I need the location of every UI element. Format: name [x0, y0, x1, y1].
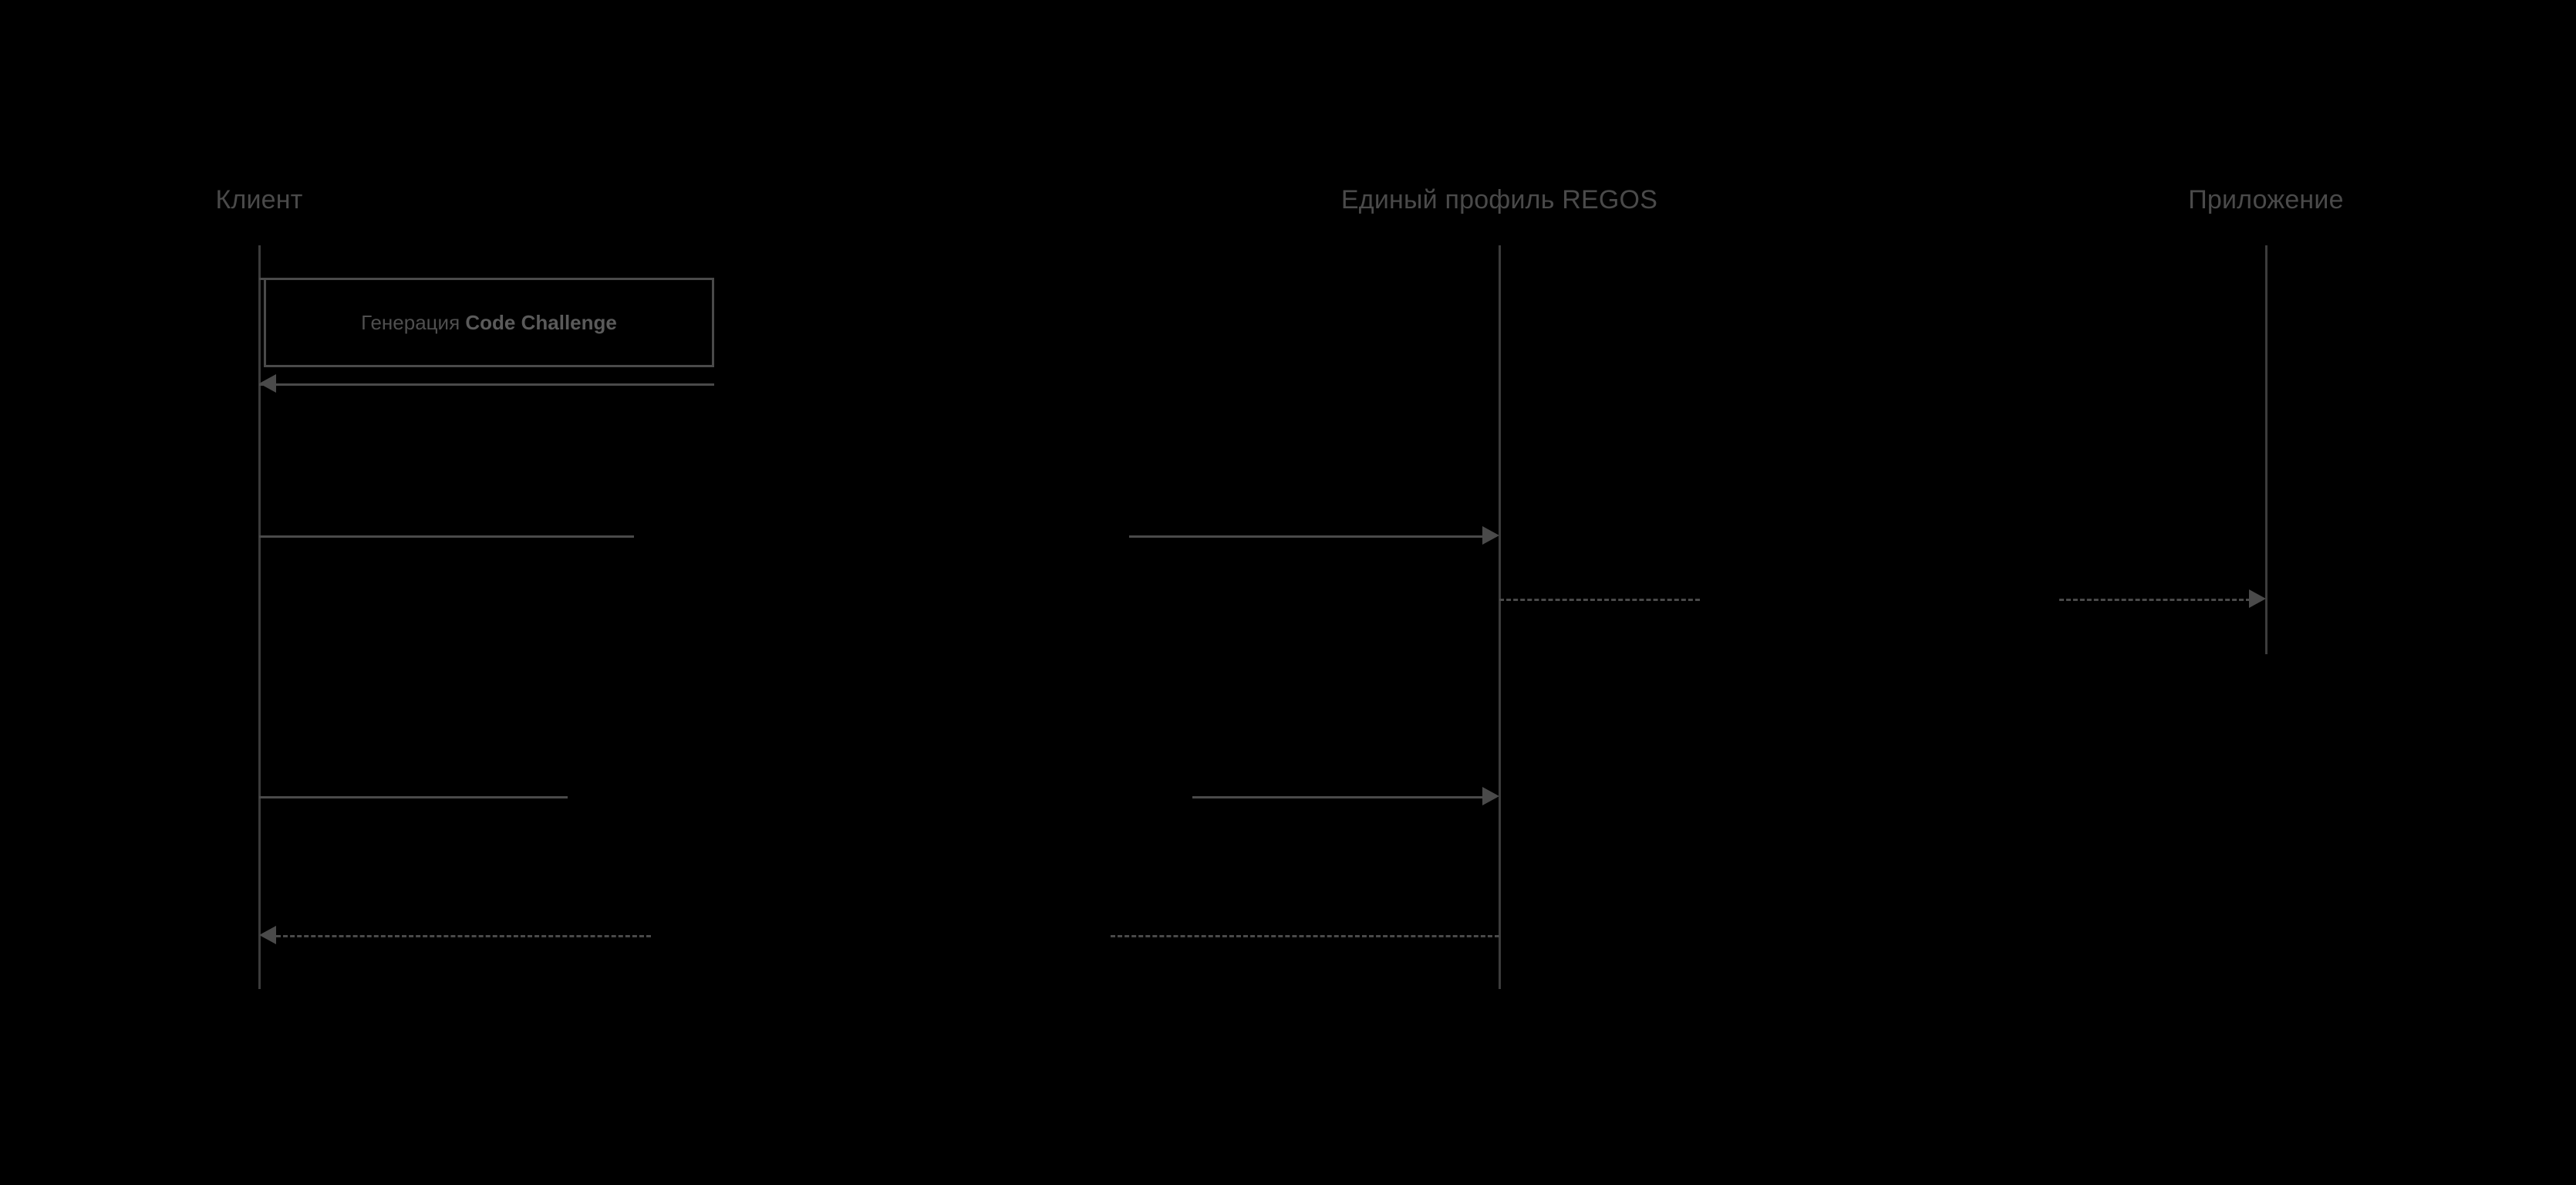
message-regos-to-app: [2059, 599, 2251, 601]
message-regos-to-app-left-stub: [1499, 599, 1700, 601]
message-client-to-regos-auth-left-stub: [259, 535, 634, 538]
participant-label-application: Приложение: [2188, 185, 2344, 214]
note-text-prefix: Генерация: [361, 310, 466, 334]
lifeline-regos: [1499, 245, 1501, 989]
participant-label-regos: Единый профиль REGOS: [1340, 185, 1658, 214]
arrow-head-regos-to-app: [2249, 589, 2266, 608]
message-regos-to-client-response-right: [1111, 935, 1499, 937]
arrow-head-self-message: [259, 374, 276, 393]
message-client-to-regos-token: [1192, 796, 1484, 798]
arrow-head-client-to-regos-token: [1482, 787, 1499, 805]
message-client-to-regos-auth: [1129, 535, 1484, 538]
participant-label-client: Клиент: [215, 185, 303, 214]
message-regos-to-client-response-left: [276, 935, 651, 937]
note-text-bold: Code Challenge: [465, 310, 617, 334]
arrow-head-client-to-regos-auth: [1482, 526, 1499, 545]
message-client-to-regos-token-left-stub: [259, 796, 568, 798]
note-code-challenge: [264, 278, 714, 367]
self-message-return-segment: [259, 383, 714, 386]
arrow-head-regos-to-client-response: [259, 926, 276, 944]
note-code-challenge-text: [361, 311, 617, 335]
lifeline-client: [258, 245, 261, 989]
